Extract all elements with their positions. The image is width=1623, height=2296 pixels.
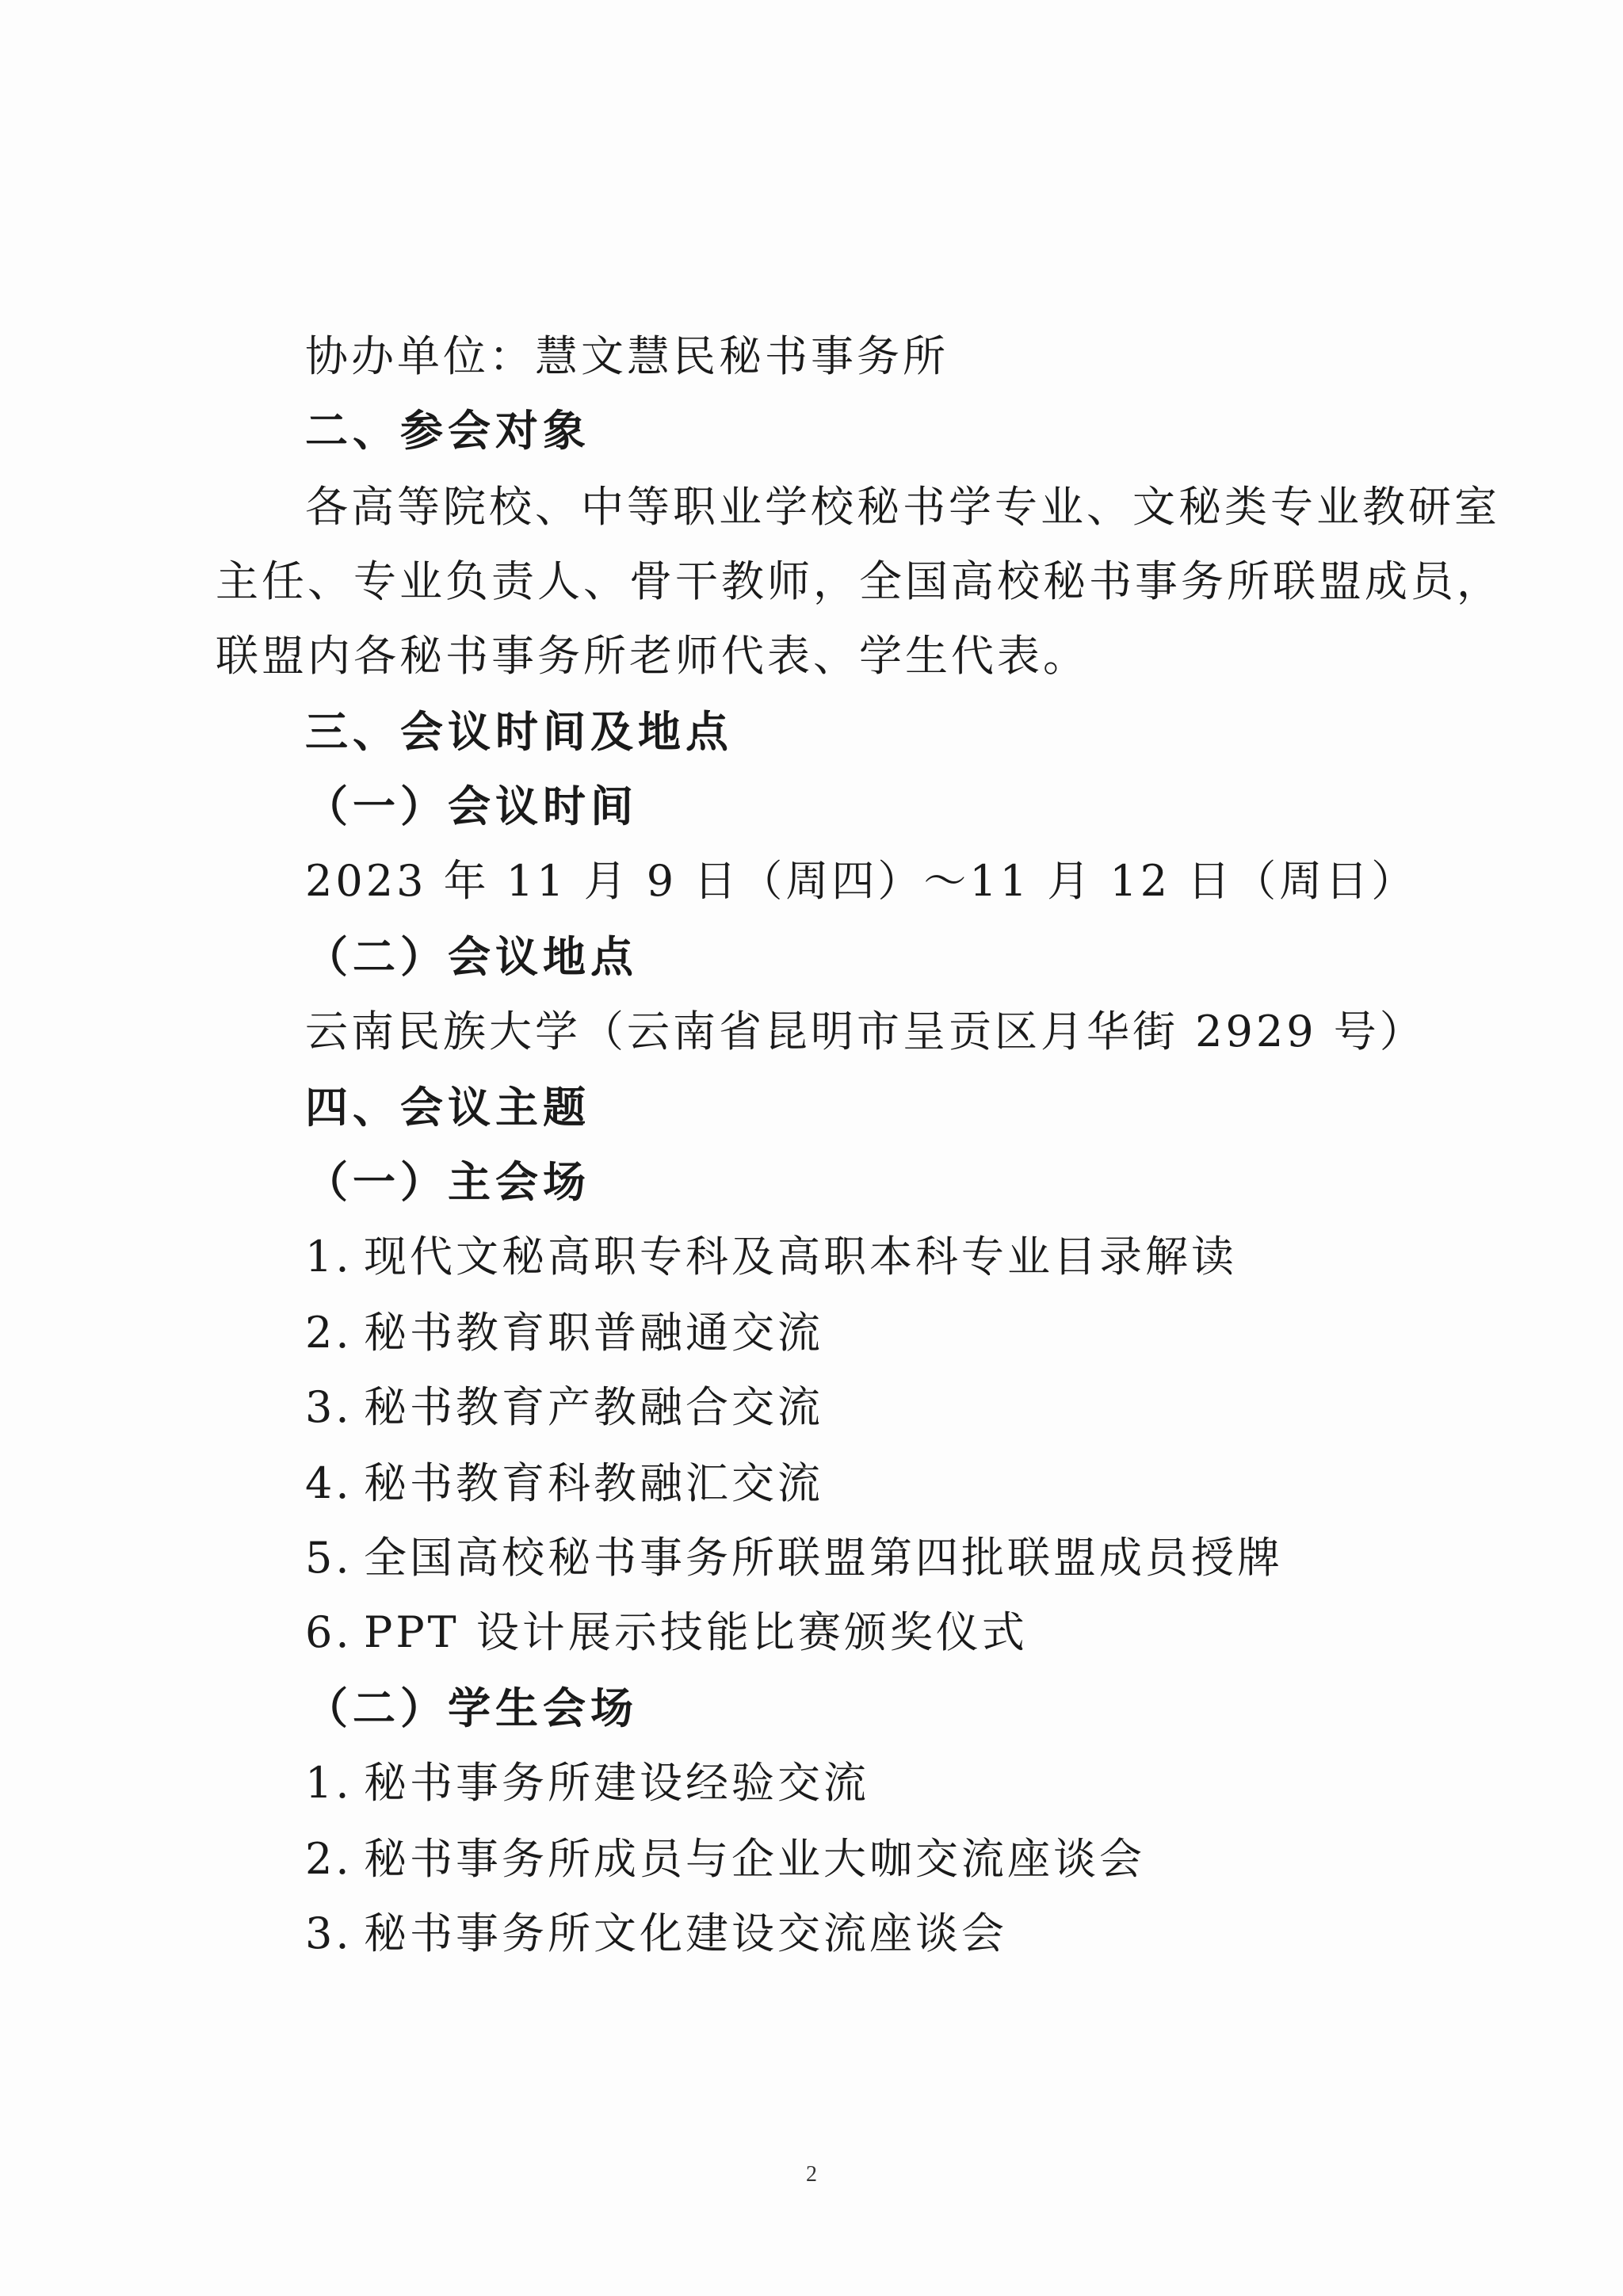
meeting-time-heading: （一）会议时间 <box>305 781 638 831</box>
list-item-number: 1. <box>305 1232 353 1282</box>
meeting-place-heading: （二）会议地点 <box>305 932 638 982</box>
section-3-heading: 三、会议时间及地点 <box>305 707 733 757</box>
section-4-heading: 四、会议主题 <box>305 1083 590 1133</box>
list-item <box>305 1607 1028 1658</box>
page-number: 2 <box>806 2162 817 2187</box>
main-venue-heading: （一）主会场 <box>305 1157 590 1207</box>
section-2-line-1: 各高等院校、中等职业学校秘书学专业、文秘类专业教研室 <box>305 482 1500 532</box>
meeting-place-text: 云南民族大学（云南省昆明市呈贡区月华街 2929 号） <box>305 1007 1426 1056</box>
list-item <box>305 1834 1145 1885</box>
list-item <box>305 1458 823 1509</box>
list-item <box>305 1533 1283 1584</box>
list-item-text: 秘书教育产教融合交流 <box>364 1382 823 1432</box>
list-item-number: 6. <box>305 1607 353 1657</box>
list-item-number: 1. <box>305 1758 353 1808</box>
list-item <box>305 1232 1237 1282</box>
list-item-number: 5. <box>305 1533 353 1583</box>
student-venue-heading: （二）学生会场 <box>305 1683 638 1733</box>
list-item-text: 秘书教育科教融汇交流 <box>364 1458 823 1508</box>
list-item-text: 秘书事务所文化建设交流座谈会 <box>364 1908 1007 1958</box>
list-item-text: 秘书教育职普融通交流 <box>364 1308 823 1358</box>
list-item <box>305 1908 1007 1959</box>
list-item-number: 2. <box>305 1308 353 1358</box>
meeting-time-text: 2023 年 11 月 9 日（周四）～11 月 12 日（周日） <box>305 856 1418 906</box>
section-2-line-3: 联盟内各秘书事务所老师代表、学生代表。 <box>216 631 1089 681</box>
list-item <box>305 1382 823 1433</box>
section-2-heading: 二、参会对象 <box>305 406 590 456</box>
list-item-number: 4. <box>305 1458 353 1508</box>
co-organizer-line: 协办单位：慧文慧民秘书事务所 <box>305 331 949 381</box>
list-item-text: PPT 设计展示技能比赛颁奖仪式 <box>364 1607 1028 1657</box>
list-item-number: 3. <box>305 1382 353 1432</box>
list-item-number: 3. <box>305 1908 353 1958</box>
list-item-text: 秘书事务所成员与企业大咖交流座谈会 <box>364 1834 1145 1884</box>
list-item-text: 全国高校秘书事务所联盟第四批联盟成员授牌 <box>364 1533 1283 1583</box>
section-2-line-2: 主任、专业负责人、骨干教师，全国高校秘书事务所联盟成员， <box>216 556 1503 606</box>
list-item <box>305 1308 823 1358</box>
list-item-text: 现代文秘高职专科及高职本科专业目录解读 <box>364 1232 1237 1282</box>
list-item-number: 2. <box>305 1834 353 1884</box>
list-item-text: 秘书事务所建设经验交流 <box>364 1758 869 1808</box>
list-item <box>305 1758 869 1809</box>
